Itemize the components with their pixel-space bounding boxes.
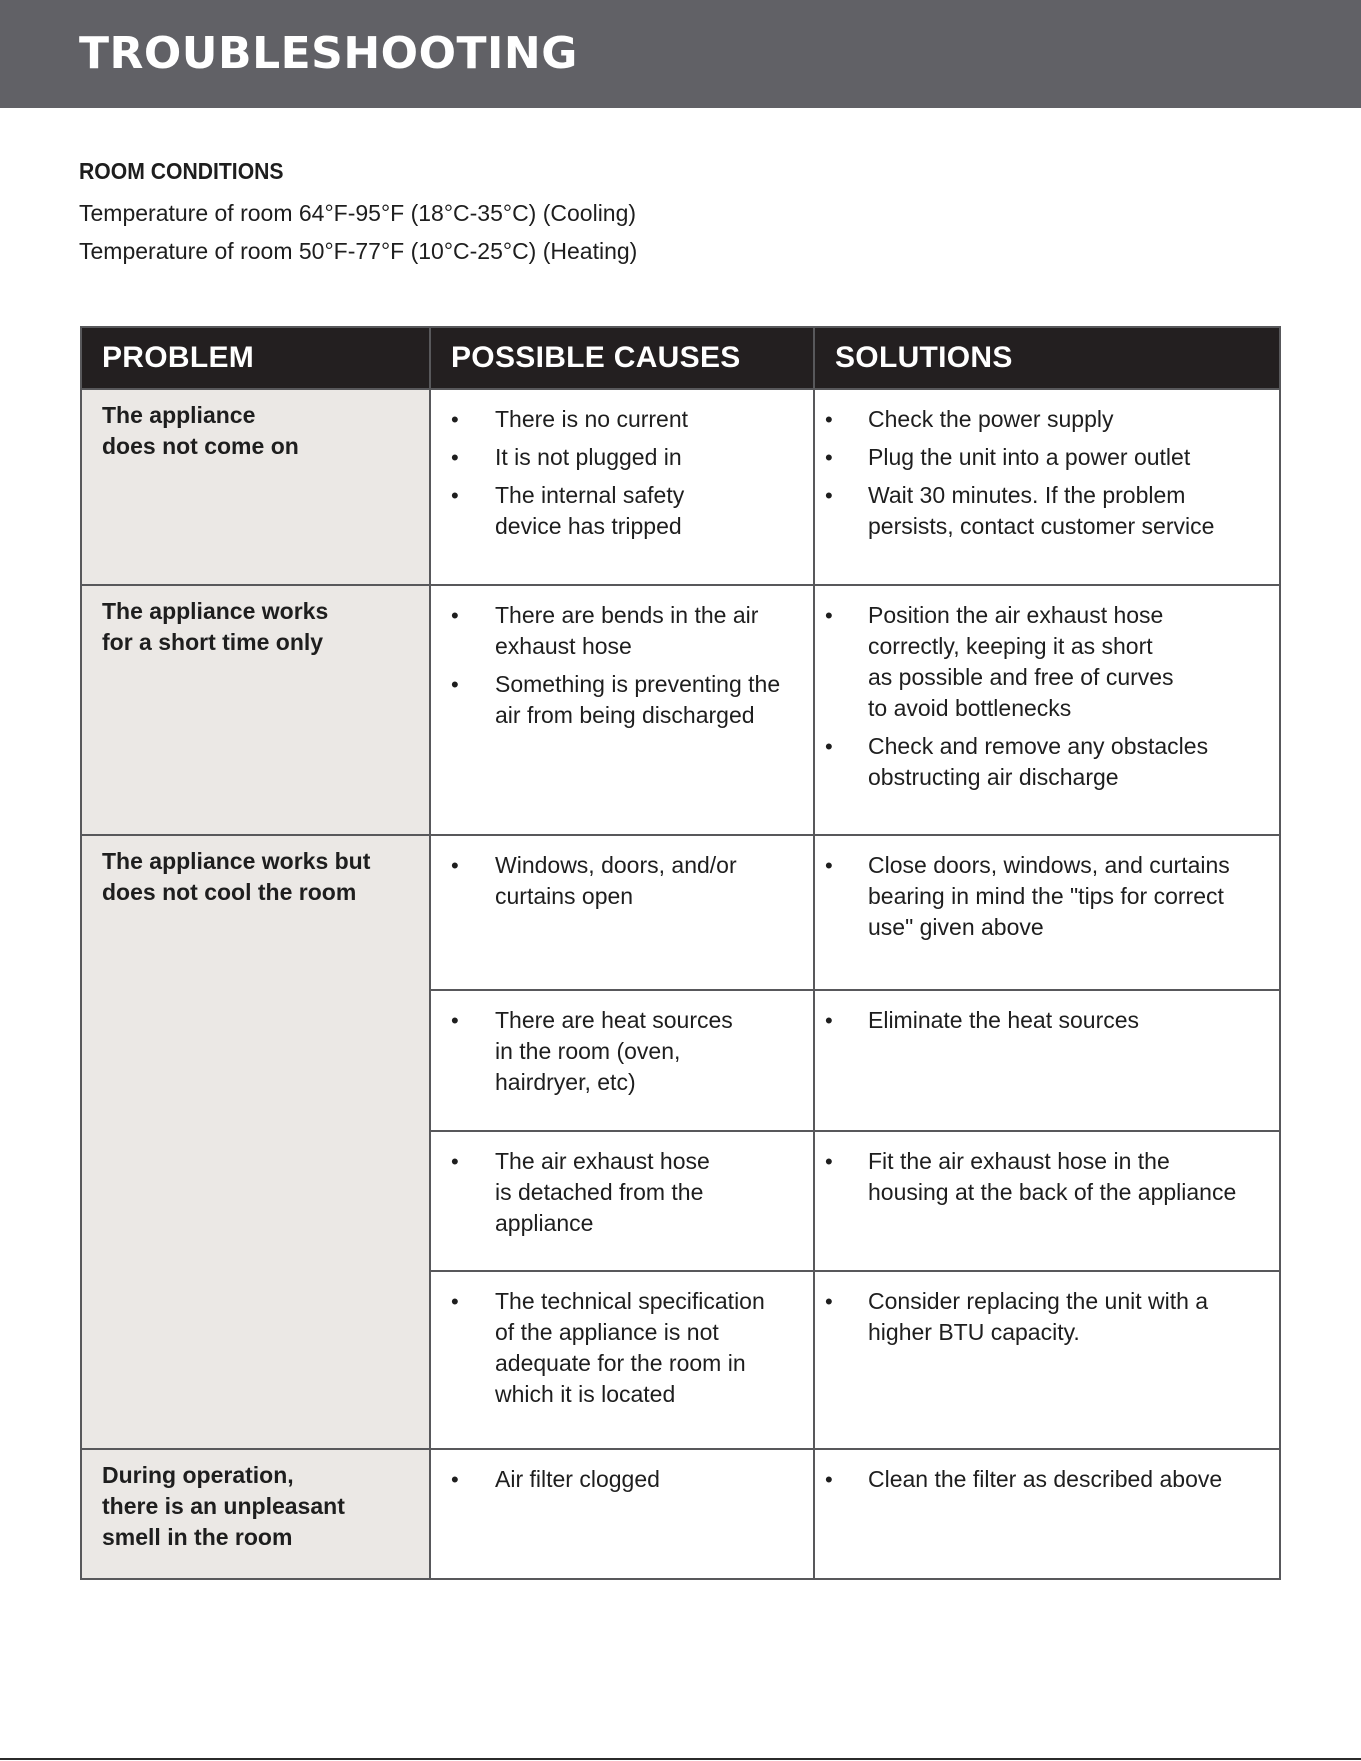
header-band xyxy=(0,0,1361,108)
causes-list xyxy=(431,850,801,912)
cause-item: • Air filter clogged xyxy=(431,1464,801,1495)
solution-item: • Eliminate the heat sources xyxy=(815,1005,1267,1036)
problem-cell xyxy=(81,835,430,1449)
causes-cell xyxy=(430,1449,814,1579)
solutions-cell xyxy=(814,1131,1280,1271)
solutions-cell xyxy=(814,585,1280,835)
problem-cell xyxy=(81,585,430,835)
cause-item: • There are bends in the air exhaust hose xyxy=(431,600,801,662)
causes-cell xyxy=(430,389,814,585)
problem-text: The appliance does not come on xyxy=(102,402,299,459)
causes-cell xyxy=(430,1271,814,1449)
footer-rule xyxy=(0,1758,1361,1760)
solutions-list xyxy=(815,850,1267,943)
page-title: TROUBLESHOOTING xyxy=(79,28,578,79)
problem-cell xyxy=(81,389,430,585)
room-conditions-section xyxy=(79,156,979,270)
solutions-list xyxy=(815,1286,1267,1348)
cause-item: • Something is preventing the air from being discharged xyxy=(431,669,801,731)
causes-list xyxy=(431,1146,801,1239)
cause-item: • The technical specification of the appliance is not adequate for the room in which it is located xyxy=(431,1286,801,1410)
causes-cell xyxy=(430,835,814,990)
causes-cell xyxy=(430,1131,814,1271)
solutions-list xyxy=(815,404,1267,542)
header-problem: PROBLEM xyxy=(81,327,430,389)
problem-text: During operation, there is an unpleasant smell in the room xyxy=(102,1462,345,1550)
solution-item: • Check the power supply xyxy=(815,404,1267,435)
room-condition-heating: Temperature of room 50°F-77°F (10°C-25°C) (Heating) xyxy=(79,238,638,264)
troubleshooting-table xyxy=(80,326,1281,1580)
causes-list xyxy=(431,1005,801,1098)
cause-item: • It is not plugged in xyxy=(431,442,801,473)
solutions-cell xyxy=(814,1449,1280,1579)
problem-cell xyxy=(81,1449,430,1579)
causes-list xyxy=(431,1286,801,1410)
cause-item: • There are heat sources in the room (oven, hairdryer, etc) xyxy=(431,1005,801,1098)
problem-text: The appliance works for a short time only xyxy=(102,598,329,655)
cause-item: • Windows, doors, and/or curtains open xyxy=(431,850,801,912)
solutions-cell xyxy=(814,990,1280,1131)
solution-item: • Check and remove any obstacles obstructing air discharge xyxy=(815,731,1267,793)
solution-item: • Fit the air exhaust hose in the housing at the back of the appliance xyxy=(815,1146,1267,1208)
cause-item: • There is no current xyxy=(431,404,801,435)
solutions-cell xyxy=(814,1271,1280,1449)
table-row xyxy=(81,389,1280,585)
table-row xyxy=(81,835,1280,990)
table-row xyxy=(81,585,1280,835)
solutions-list xyxy=(815,600,1267,793)
causes-cell xyxy=(430,990,814,1131)
causes-list xyxy=(431,600,801,731)
causes-cell xyxy=(430,585,814,835)
room-condition-cooling: Temperature of room 64°F-95°F (18°C-35°C) (Cooling) xyxy=(79,200,637,226)
solution-item: • Consider replacing the unit with a higher BTU capacity. xyxy=(815,1286,1267,1348)
problem-text: The appliance works but does not cool the room xyxy=(102,848,371,905)
solutions-cell xyxy=(814,389,1280,585)
solution-item: • Close doors, windows, and curtains bearing in mind the "tips for correct use" given above xyxy=(815,850,1267,943)
room-conditions-heading: ROOM CONDITIONS xyxy=(79,158,284,184)
solutions-cell xyxy=(814,835,1280,990)
solution-item: • Position the air exhaust hose correctly, keeping it as short as possible and free of curves to avoid bottlenecks xyxy=(815,600,1267,724)
solution-item: • Plug the unit into a power outlet xyxy=(815,442,1267,473)
table-header-row xyxy=(81,327,1280,389)
causes-list xyxy=(431,1464,801,1495)
solution-item: • Wait 30 minutes. If the problem persists, contact customer service xyxy=(815,480,1267,542)
causes-list xyxy=(431,404,801,542)
solutions-list xyxy=(815,1146,1267,1208)
cause-item: • The air exhaust hose is detached from the appliance xyxy=(431,1146,801,1239)
solutions-list xyxy=(815,1005,1267,1036)
cause-item: • The internal safety device has tripped xyxy=(431,480,801,542)
solutions-list xyxy=(815,1464,1267,1495)
header-solutions: SOLUTIONS xyxy=(814,327,1280,389)
solution-item: • Clean the filter as described above xyxy=(815,1464,1267,1495)
header-possible-causes: POSSIBLE CAUSES xyxy=(430,327,814,389)
table-row xyxy=(81,1449,1280,1579)
